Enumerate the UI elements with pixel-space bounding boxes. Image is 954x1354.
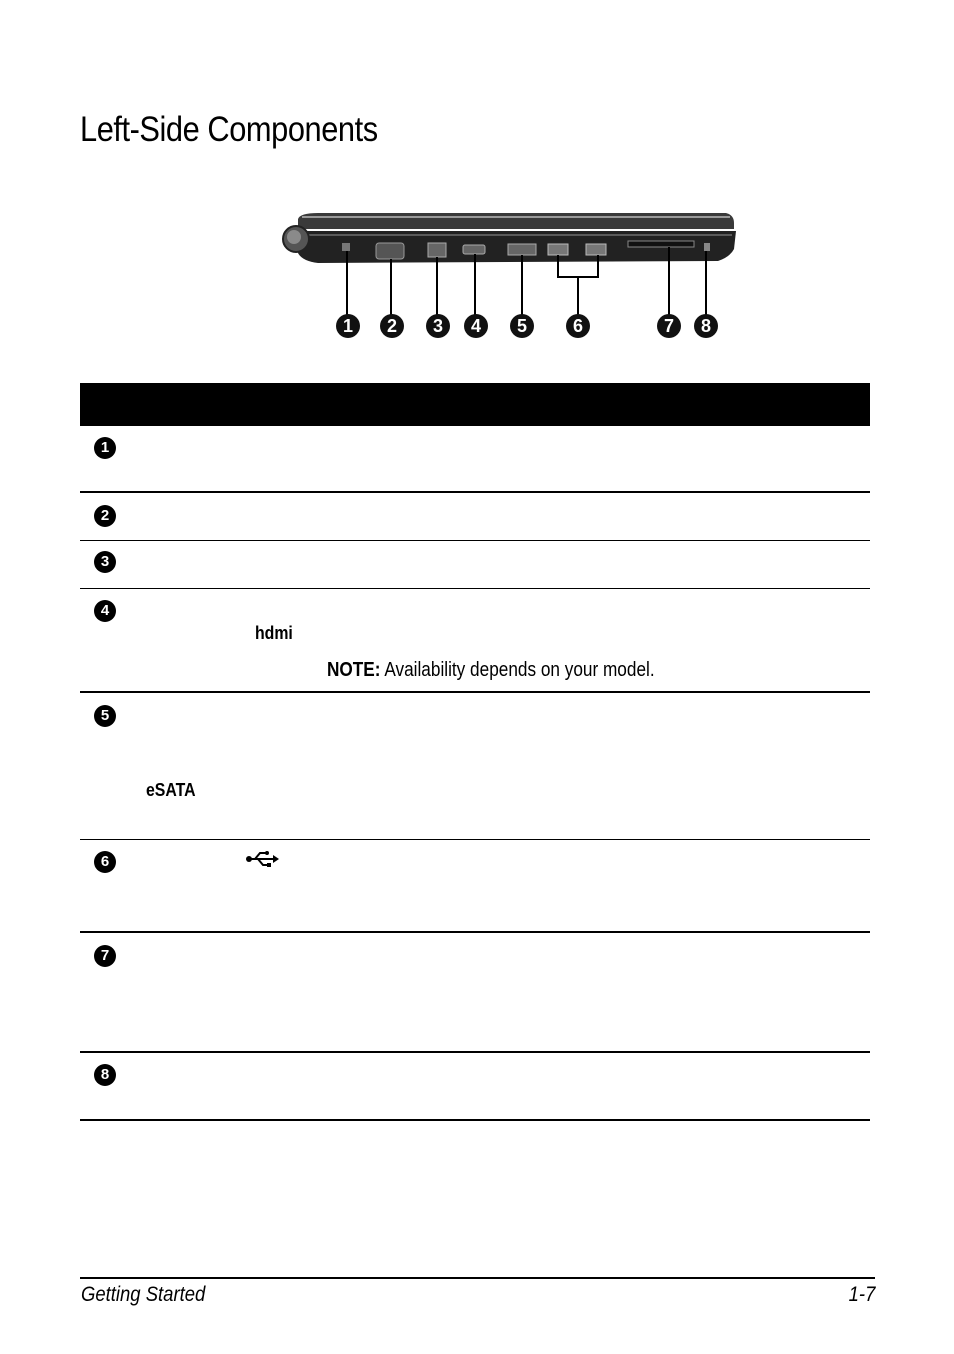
usb-icon: [245, 851, 279, 867]
table-row: [80, 1053, 870, 1121]
row-number-8: 8: [94, 1064, 116, 1086]
table-row: [80, 493, 870, 541]
row-number-2: 2: [94, 505, 116, 527]
callout-6: 6: [566, 314, 590, 338]
note-text: Availability depends on your model.: [380, 659, 655, 681]
esata-label: eSATA: [146, 780, 196, 800]
footer-divider: [80, 1277, 875, 1279]
row-number-6: 6: [94, 851, 116, 873]
callout-8: 8: [694, 314, 718, 338]
callout-5: 5: [510, 314, 534, 338]
callout-7: 7: [657, 314, 681, 338]
footer-page-number: 1-7: [848, 1283, 875, 1306]
row-number-3: 3: [94, 551, 116, 573]
callout-1: 1: [336, 314, 360, 338]
row-number-4: 4: [94, 600, 116, 622]
row-number-1: 1: [94, 437, 116, 459]
table-row: [80, 693, 870, 840]
callout-4: 4: [464, 314, 488, 338]
component-table: [80, 426, 870, 1121]
page-title: Left-Side Components: [80, 110, 378, 149]
note-label: NOTE:: [327, 659, 381, 681]
row-number-5: 5: [94, 705, 116, 727]
row-number-7: 7: [94, 945, 116, 967]
callout-3: 3: [426, 314, 450, 338]
table-row: [80, 426, 870, 493]
footer-section-title: Getting Started: [81, 1283, 206, 1306]
table-row: [80, 933, 870, 1053]
table-header: [80, 383, 870, 426]
table-row: [80, 541, 870, 589]
availability-note: [327, 659, 655, 682]
table-row: [80, 840, 870, 933]
table-row: [80, 589, 870, 693]
hdmi-label: hdmi: [255, 623, 293, 643]
callout-2: 2: [380, 314, 404, 338]
